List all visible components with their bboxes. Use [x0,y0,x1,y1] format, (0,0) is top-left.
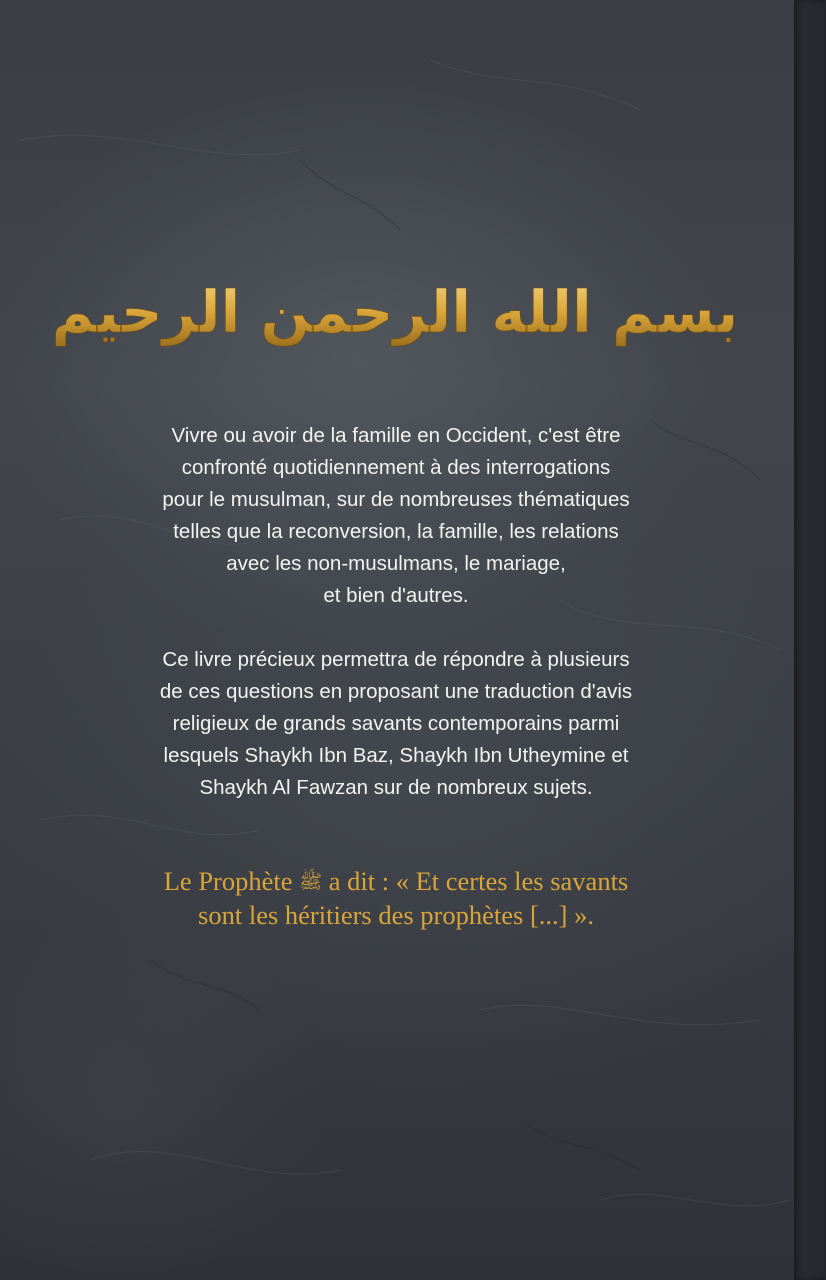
honorific-symbol: ﷺ [299,872,323,893]
paragraph-2-line: Ce livre précieux permettra de répondre à plusieurs [162,648,630,671]
paragraph-1-line: telles que la reconversion, la famille, les relations [173,520,619,543]
paragraph-1-line: Vivre ou avoir de la famille en Occident, c'est être [171,424,621,447]
paragraph-1-line: confronté quotidiennement à des interrogations [181,456,611,479]
description-paragraph-2 [100,644,692,804]
paragraph-1-line: pour le musulman, sur de nombreuses thématiques [162,488,630,511]
paragraph-1-line: avec les non-musulmans, le mariage, [226,552,566,575]
paragraph-2-line: de ces questions en proposant une traduction d'avis [159,680,633,703]
quote-continuation: a dit : « Et certes les savants [328,866,629,896]
paragraph-1-line: et bien d'autres. [323,584,469,607]
description-paragraph-1 [100,420,692,612]
quote-prefix: Le Prophète [163,866,293,896]
paragraph-2-line: Shaykh Al Fawzan sur de nombreux sujets. [199,776,593,799]
basmala-calligraphy [51,236,739,372]
quote-line-1 [100,865,692,899]
hadith-quote [100,865,692,932]
basmala-text: بسم الله الرحمن الرحيم [51,278,739,346]
paragraph-2-line: lesquels Shaykh Ibn Baz, Shaykh Ibn Utheymine et [163,744,629,767]
quote-line-2: sont les héritiers des prophètes [...] ». [198,900,594,930]
book-spine-edge [794,0,826,1280]
paragraph-2-line: religieux de grands savants contemporains parmi [172,712,620,735]
